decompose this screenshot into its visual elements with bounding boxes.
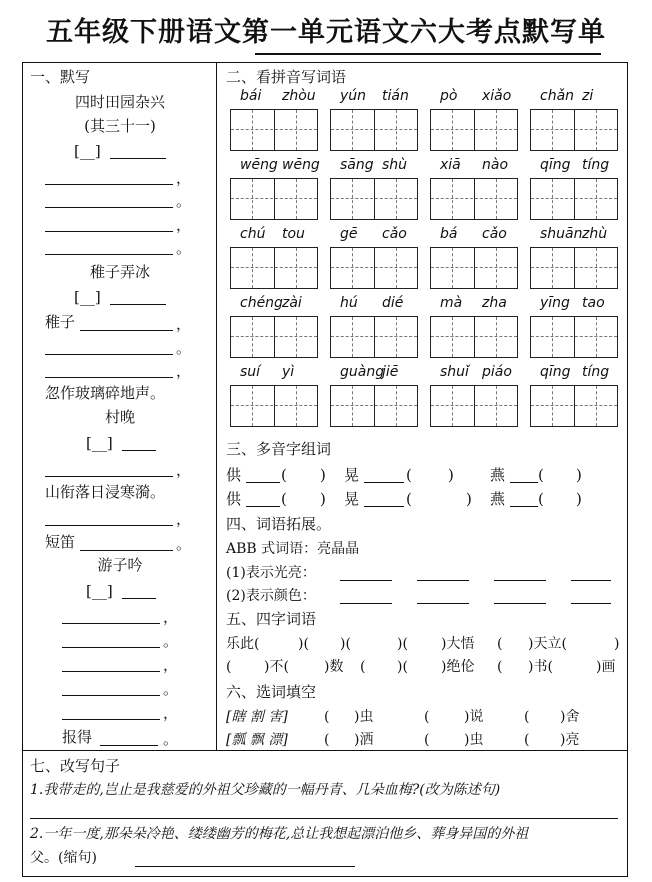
section-1-heading: 一、默写 xyxy=(30,68,91,86)
poem-4-line-6-start: 报得 xyxy=(62,728,93,746)
poem-3-line-4-start: 短笛 xyxy=(45,533,76,551)
section-6-heading: 六、选词填空 xyxy=(226,683,317,701)
pinyin-syllable: wēng xyxy=(240,157,278,173)
poem-2-author-blank[interactable] xyxy=(110,304,166,305)
poem-4-line-2-blank[interactable] xyxy=(62,647,160,648)
guide-line xyxy=(596,317,597,357)
guide-line xyxy=(552,248,553,288)
poem-2-line-1-punct: ， xyxy=(176,315,192,333)
rewrite-q1: 1.我带走的,岂止是我慈爱的外祖父珍藏的一幅丹青、几朵血梅?(改为陈述句) xyxy=(30,782,501,798)
pinyin-syllable: hú xyxy=(340,295,358,311)
pinyin-syllable: zhòu xyxy=(282,88,316,104)
char-cell[interactable] xyxy=(431,179,475,219)
writing-box[interactable] xyxy=(530,178,618,220)
paren-close: ) xyxy=(576,466,582,484)
paren-close: ) xyxy=(466,490,472,508)
choice-row-1-part: ( xyxy=(524,709,530,725)
pinyin-syllable: pò xyxy=(440,88,458,104)
choice-row-2-part: ( xyxy=(324,732,330,748)
guide-line xyxy=(496,317,497,357)
pinyin-syllable: zi xyxy=(582,88,594,104)
idiom-row-2-part: )书( xyxy=(528,659,553,675)
char-cell[interactable] xyxy=(531,248,575,288)
poem-4-line-5-blank[interactable] xyxy=(62,719,160,720)
guide-line xyxy=(352,248,353,288)
poem-3-title: 村晚 xyxy=(104,408,135,426)
abb-light-blank-1[interactable] xyxy=(340,580,392,581)
poem-2-line-2-punct: 。 xyxy=(176,339,192,357)
paren-open: ( xyxy=(281,490,287,508)
pinyin-syllable: yún xyxy=(340,88,367,104)
abb-light-blank-2[interactable] xyxy=(417,580,469,581)
guide-line xyxy=(431,129,517,130)
pinyin-syllable: bái xyxy=(240,88,262,104)
poem-3-line-3-punct: ， xyxy=(176,510,192,528)
idiom-row-2-part: ( xyxy=(497,659,503,675)
idiom-row-2-part: ( xyxy=(360,659,366,675)
choice-row-2-options: [瓢 飘 漂] xyxy=(226,732,288,748)
pinyin-syllable: jiē xyxy=(382,364,399,380)
poem-2-title: 稚子弄冰 xyxy=(89,263,150,281)
idiom-row-1-part: ( xyxy=(497,636,503,652)
column-divider xyxy=(216,62,217,750)
pinyin-syllable: guàng xyxy=(340,364,385,380)
poem-3-line-4-punct: 。 xyxy=(176,535,192,553)
poly-gong-2-blank[interactable] xyxy=(246,506,280,507)
idiom-row-1-part: )( xyxy=(340,636,351,652)
char-cell[interactable] xyxy=(431,386,475,426)
choice-row-1-part: )虫 xyxy=(354,709,374,725)
poem-3-line-1-blank[interactable] xyxy=(45,476,173,477)
pinyin-syllable: suí xyxy=(240,364,261,380)
writing-box[interactable] xyxy=(430,385,518,427)
section-4-heading: 四、词语拓展。 xyxy=(226,515,332,533)
abb-color-blank-2[interactable] xyxy=(417,603,469,604)
choice-row-2-part: )虫 xyxy=(464,732,484,748)
guide-line xyxy=(252,110,253,150)
guide-line xyxy=(231,267,317,268)
guide-line xyxy=(396,110,397,150)
abb-color-blank-4[interactable] xyxy=(571,603,611,604)
poem-1-title: 四时田园杂兴 xyxy=(74,93,165,111)
pinyin-syllable: wēng xyxy=(282,157,320,173)
abb-light-blank-4[interactable] xyxy=(571,580,611,581)
writing-box[interactable] xyxy=(330,385,418,427)
pinyin-syllable: zha xyxy=(482,295,507,311)
guide-line xyxy=(531,267,617,268)
guide-line xyxy=(452,317,453,357)
idiom-row-1-part: ) xyxy=(614,636,620,652)
guide-line xyxy=(496,110,497,150)
writing-box[interactable] xyxy=(530,109,618,151)
guide-line xyxy=(552,317,553,357)
pinyin-syllable: tíng xyxy=(582,364,610,380)
writing-box[interactable] xyxy=(530,385,618,427)
pinyin-syllable: sāng xyxy=(340,157,374,173)
char-cell[interactable] xyxy=(531,110,575,150)
abb-color-label: (2)表示颜色： xyxy=(226,588,316,604)
pinyin-syllable: shù xyxy=(382,157,408,173)
poem-1-line-3-punct: ， xyxy=(176,216,192,234)
pinyin-syllable: cǎo xyxy=(382,226,407,242)
choice-row-1-part: ( xyxy=(324,709,330,725)
char-cell[interactable] xyxy=(331,317,375,357)
guide-line xyxy=(496,248,497,288)
poly-char-huang-1: 晃 xyxy=(344,466,360,484)
guide-line xyxy=(396,179,397,219)
poem-4-line-6-punct: 。 xyxy=(163,730,179,748)
pinyin-syllable: dié xyxy=(382,295,404,311)
writing-box[interactable] xyxy=(430,247,518,289)
paren-close: ) xyxy=(320,466,326,484)
guide-line xyxy=(331,267,417,268)
guide-line xyxy=(296,317,297,357)
pinyin-syllable: shuǐ xyxy=(440,364,469,380)
poem-4-line-3-punct: ， xyxy=(163,656,179,674)
poly-char-gong-2: 供 xyxy=(226,490,242,508)
poem-1-line-3-blank[interactable] xyxy=(45,231,173,232)
guide-line xyxy=(496,179,497,219)
choice-row-1-part: )说 xyxy=(464,709,484,725)
guide-line xyxy=(531,198,617,199)
pinyin-syllable: tao xyxy=(582,295,605,311)
char-cell[interactable] xyxy=(231,386,275,426)
poly-huang-1-blank[interactable] xyxy=(364,482,404,483)
poem-3-author-bracket: [__] xyxy=(86,434,113,452)
rewrite-q1-answer-line[interactable] xyxy=(30,818,618,819)
guide-line xyxy=(252,179,253,219)
choice-row-2-part: ( xyxy=(424,732,430,748)
poly-yan-1-blank[interactable] xyxy=(510,482,538,483)
char-cell[interactable] xyxy=(231,179,275,219)
poem-4-line-6-blank[interactable] xyxy=(100,745,158,746)
guide-line xyxy=(552,110,553,150)
guide-line xyxy=(596,110,597,150)
poem-1-author-blank[interactable] xyxy=(110,158,166,159)
idiom-row-1-part: )( xyxy=(298,636,309,652)
char-cell[interactable] xyxy=(531,179,575,219)
choice-row-1-options: [瞎 割 害] xyxy=(226,709,288,725)
poem-4-line-1-blank[interactable] xyxy=(62,623,160,624)
poem-1-author-bracket: [__] xyxy=(74,142,101,160)
choice-row-1-part: )舍 xyxy=(560,709,580,725)
writing-box[interactable] xyxy=(330,247,418,289)
rewrite-q2-line-1: 2.一年一度,那朵朵冷艳、缕缕幽芳的梅花,总让我想起漂泊他乡、葬身异国的外祖 xyxy=(30,826,529,842)
poem-2-line-2-blank[interactable] xyxy=(45,354,173,355)
pinyin-syllable: bá xyxy=(440,226,458,242)
guide-line xyxy=(396,386,397,426)
char-cell[interactable] xyxy=(431,248,475,288)
paren-open: ( xyxy=(281,466,287,484)
poly-yan-2-blank[interactable] xyxy=(510,506,538,507)
guide-line xyxy=(496,386,497,426)
guide-line xyxy=(452,386,453,426)
section-divider xyxy=(22,750,628,751)
char-cell[interactable] xyxy=(331,386,375,426)
idiom-row-2-part: )不( xyxy=(264,659,289,675)
writing-box[interactable] xyxy=(230,109,318,151)
idiom-row-2-part: )( xyxy=(397,659,408,675)
section-3-heading: 三、多音字组词 xyxy=(226,440,332,458)
pinyin-syllable: tíng xyxy=(582,157,610,173)
guide-line xyxy=(396,317,397,357)
writing-box[interactable] xyxy=(230,316,318,358)
char-cell[interactable] xyxy=(431,110,475,150)
paren-close: ) xyxy=(448,466,454,484)
paren-open: ( xyxy=(538,490,544,508)
paren-open: ( xyxy=(406,490,412,508)
guide-line xyxy=(431,198,517,199)
guide-line xyxy=(531,405,617,406)
char-cell[interactable] xyxy=(231,110,275,150)
guide-line xyxy=(352,317,353,357)
pinyin-syllable: gē xyxy=(340,226,358,242)
poem-4-line-4-blank[interactable] xyxy=(62,695,160,696)
idiom-row-2-part: )画 xyxy=(596,659,616,675)
idiom-row-1-part: )大悟 xyxy=(441,636,475,652)
poly-char-yan-1: 燕 xyxy=(490,466,506,484)
choice-row-2-part: )洒 xyxy=(354,732,374,748)
guide-line xyxy=(252,248,253,288)
guide-line xyxy=(331,405,417,406)
poem-1-line-1-punct: ， xyxy=(176,169,192,187)
pinyin-syllable: tou xyxy=(282,226,305,242)
guide-line xyxy=(331,129,417,130)
char-cell[interactable] xyxy=(431,317,475,357)
poem-2-author-bracket: [__] xyxy=(74,288,101,306)
poly-char-yan-2: 燕 xyxy=(490,490,506,508)
pinyin-syllable: piáo xyxy=(482,364,512,380)
section-5-heading: 五、四字词语 xyxy=(226,610,317,628)
poly-gong-1-blank[interactable] xyxy=(246,482,280,483)
choice-row-1-part: ( xyxy=(424,709,430,725)
guide-line xyxy=(452,179,453,219)
guide-line xyxy=(431,405,517,406)
char-cell[interactable] xyxy=(331,179,375,219)
poem-3-line-2: 山衔落日浸寒漪。 xyxy=(45,483,166,501)
paren-close: ) xyxy=(576,490,582,508)
choice-row-2-part: )亮 xyxy=(560,732,580,748)
writing-box[interactable] xyxy=(330,109,418,151)
idiom-row-2-part: )数 xyxy=(324,659,344,675)
poem-1-line-2-punct: 。 xyxy=(176,192,192,210)
poem-4-author-blank[interactable] xyxy=(122,598,156,599)
abb-color-blank-1[interactable] xyxy=(340,603,392,604)
pinyin-syllable: zài xyxy=(282,295,302,311)
pinyin-syllable: xiǎo xyxy=(482,88,512,104)
pinyin-syllable: yīng xyxy=(540,295,570,311)
char-cell[interactable] xyxy=(531,317,575,357)
guide-line xyxy=(296,386,297,426)
idiom-row-1-part: 乐此( xyxy=(226,636,260,652)
char-cell[interactable] xyxy=(231,317,275,357)
section-2-heading: 二、看拼音写词语 xyxy=(226,68,347,86)
writing-box[interactable] xyxy=(530,247,618,289)
poem-2-line-4: 忽作玻璃碎地声。 xyxy=(45,384,166,402)
writing-box[interactable] xyxy=(230,247,318,289)
guide-line xyxy=(296,179,297,219)
guide-line xyxy=(396,248,397,288)
abb-light-label: (1)表示光亮： xyxy=(226,565,316,581)
guide-line xyxy=(352,110,353,150)
abb-color-blank-3[interactable] xyxy=(494,603,546,604)
guide-line xyxy=(231,129,317,130)
guide-line xyxy=(331,198,417,199)
guide-line xyxy=(331,336,417,337)
guide-line xyxy=(596,179,597,219)
guide-line xyxy=(552,386,553,426)
paren-open: ( xyxy=(406,466,412,484)
abb-light-blank-3[interactable] xyxy=(494,580,546,581)
guide-line xyxy=(452,248,453,288)
guide-line xyxy=(452,110,453,150)
pinyin-syllable: qīng xyxy=(540,157,571,173)
pinyin-syllable: chéng xyxy=(240,295,283,311)
idiom-row-1-part: )天立( xyxy=(528,636,567,652)
guide-line xyxy=(252,317,253,357)
idiom-row-1-part: )( xyxy=(397,636,408,652)
poem-4-line-5-punct: ， xyxy=(163,704,179,722)
poem-1-line-2-blank[interactable] xyxy=(45,207,173,208)
writing-box[interactable] xyxy=(230,178,318,220)
pinyin-syllable: qīng xyxy=(540,364,571,380)
writing-box[interactable] xyxy=(530,316,618,358)
poem-4-author-bracket: [__] xyxy=(86,582,113,600)
abb-example: ABB 式词语：亮晶晶 xyxy=(226,541,360,557)
poem-2-line-3-punct: ， xyxy=(176,362,192,380)
char-cell[interactable] xyxy=(531,386,575,426)
pinyin-syllable: tián xyxy=(382,88,409,104)
writing-box[interactable] xyxy=(230,385,318,427)
guide-line xyxy=(596,248,597,288)
char-cell[interactable] xyxy=(231,248,275,288)
section-7-heading: 七、改写句子 xyxy=(30,757,121,775)
guide-line xyxy=(596,386,597,426)
guide-line xyxy=(552,179,553,219)
poem-2-line-1-blank[interactable] xyxy=(80,330,173,331)
writing-box[interactable] xyxy=(330,316,418,358)
poem-4-line-4-punct: 。 xyxy=(163,680,179,698)
poem-1-line-4-punct: 。 xyxy=(176,239,192,257)
pinyin-syllable: cǎo xyxy=(482,226,507,242)
pinyin-syllable: nào xyxy=(482,157,509,173)
guide-line xyxy=(352,386,353,426)
idiom-row-2-part: ( xyxy=(226,659,232,675)
pinyin-syllable: chú xyxy=(240,226,266,242)
pinyin-syllable: chǎn xyxy=(540,88,575,104)
poem-1-line-4-blank[interactable] xyxy=(45,254,173,255)
pinyin-syllable: shuān xyxy=(540,226,583,242)
poem-3-line-3-blank[interactable] xyxy=(45,525,173,526)
guide-line xyxy=(231,336,317,337)
poem-4-line-1-punct: ， xyxy=(163,608,179,626)
guide-line xyxy=(531,336,617,337)
rewrite-q2-answer-line[interactable] xyxy=(135,866,355,867)
guide-line xyxy=(296,248,297,288)
guide-line xyxy=(231,198,317,199)
choice-row-2-part: ( xyxy=(524,732,530,748)
poly-char-gong-1: 供 xyxy=(226,466,242,484)
paren-open: ( xyxy=(538,466,544,484)
char-cell[interactable] xyxy=(331,248,375,288)
guide-line xyxy=(531,129,617,130)
rewrite-q2-line-2: 父。(缩句) xyxy=(30,850,97,866)
writing-box[interactable] xyxy=(430,109,518,151)
poem-4-line-2-punct: 。 xyxy=(163,632,179,650)
poem-2-line-1-start: 稚子 xyxy=(45,313,76,331)
pinyin-syllable: yì xyxy=(282,364,295,380)
paren-close: ) xyxy=(320,490,326,508)
poem-1-line-1-blank[interactable] xyxy=(45,184,173,185)
guide-line xyxy=(296,110,297,150)
guide-line xyxy=(352,179,353,219)
writing-box[interactable] xyxy=(430,316,518,358)
poem-3-author-blank[interactable] xyxy=(122,450,156,451)
guide-line xyxy=(431,267,517,268)
idiom-row-2-part: )绝伦 xyxy=(441,659,475,675)
guide-line xyxy=(431,336,517,337)
guide-line xyxy=(231,405,317,406)
pinyin-syllable: zhù xyxy=(582,226,608,242)
poem-3-line-1-punct: ， xyxy=(176,461,192,479)
char-cell[interactable] xyxy=(331,110,375,150)
poly-huang-2-blank[interactable] xyxy=(364,506,404,507)
poem-3-line-4-blank[interactable] xyxy=(80,550,173,551)
poem-1-subtitle: (其三十一) xyxy=(84,117,156,135)
pinyin-syllable: xiā xyxy=(440,157,461,173)
writing-box[interactable] xyxy=(430,178,518,220)
poem-2-line-3-blank[interactable] xyxy=(45,377,173,378)
page-title: 五年级下册语文第一单元语文六大考点默写单 xyxy=(46,17,606,48)
poem-4-line-3-blank[interactable] xyxy=(62,671,160,672)
poem-4-title: 游子吟 xyxy=(97,556,143,574)
writing-box[interactable] xyxy=(330,178,418,220)
pinyin-syllable: mà xyxy=(440,295,463,311)
title-underline xyxy=(255,53,601,55)
guide-line xyxy=(252,386,253,426)
poly-char-huang-2: 晃 xyxy=(344,490,360,508)
